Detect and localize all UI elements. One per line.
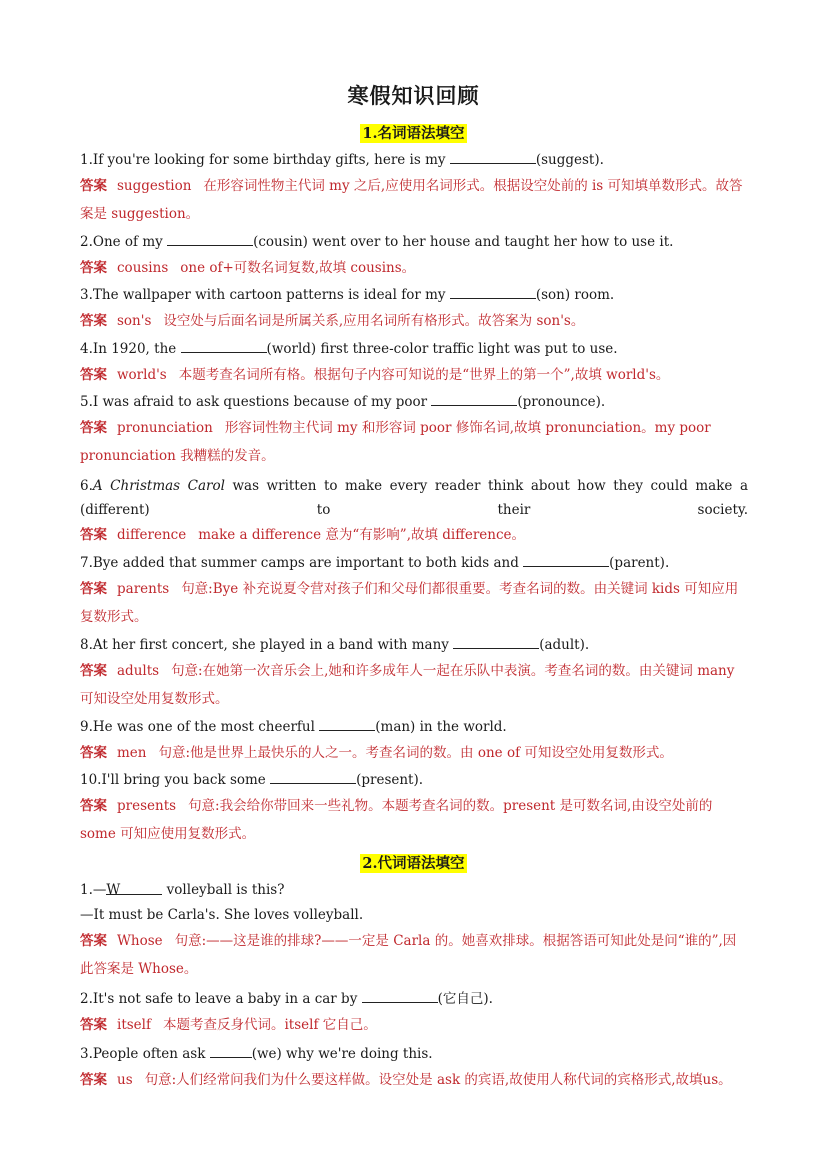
answer-explanation: 句意:我会给你带回来一些礼物。本题考查名词的数。present 是可数名词,由设空处前的 some 可知应使用复数形式。 <box>80 798 713 842</box>
answer-explanation: 句意:他是世界上最快乐的人之一。考查名词的数。由 one of 可知设空处用复数形式。 <box>158 745 673 761</box>
answer-label: 答案 <box>80 260 107 276</box>
answer-word: Whose <box>117 933 163 949</box>
answer-10 <box>80 792 748 848</box>
answer-label: 答案 <box>80 1017 107 1033</box>
page-title: 寒假知识回顾 <box>347 83 480 108</box>
answer-explanation: 本题考查名词所有格。根据句子内容可知说的是“世界上的第一个”,故填 world's。 <box>178 367 670 383</box>
answer-5 <box>80 414 748 470</box>
answer-word: men <box>117 745 147 761</box>
answer-label: 答案 <box>80 1072 107 1088</box>
answer-word: us <box>117 1072 133 1088</box>
answer-7 <box>80 575 748 631</box>
pronoun-answer-1 <box>80 927 748 983</box>
answer-label: 答案 <box>80 745 107 761</box>
answer-word: difference <box>117 527 187 543</box>
answer-word: parents <box>117 581 170 597</box>
question-6: 6.A Christmas Carol was written to make every reader think about how they could make a (different) to their society. <box>80 478 748 518</box>
answer-word: cousins <box>117 260 169 276</box>
answer-9 <box>80 739 748 767</box>
pronoun-question-1-reply: —It must be Carla's. She loves volleyball. <box>80 907 364 923</box>
question-4: 4.In 1920, the (world) first three-color traffic light was put to use. <box>80 341 618 357</box>
pronoun-question-3: 3.People often ask (we) why we're doing this. <box>80 1046 433 1062</box>
answer-label: 答案 <box>80 933 107 949</box>
answer-explanation: 句意:Bye 补充说夏令营对孩子们和父母们都很重要。考查名词的数。由关键词 kids 可知应用复数形式。 <box>80 581 739 625</box>
answer-label: 答案 <box>80 420 107 436</box>
answer-word: itself <box>117 1017 151 1033</box>
question-7: 7.Bye added that summer camps are important to both kids and (parent). <box>80 555 670 571</box>
question-1: 1.If you're looking for some birthday gifts, here is my (suggest). <box>80 152 604 168</box>
answer-label: 答案 <box>80 581 107 597</box>
answer-word: world's <box>117 367 167 383</box>
question-8: 8.At her first concert, she played in a band with many (adult). <box>80 637 590 653</box>
answer-explanation: make a difference 意为“有影响”,故填 difference。 <box>198 527 526 543</box>
answer-2 <box>80 254 748 282</box>
answer-word: son's <box>117 313 152 329</box>
answer-label: 答案 <box>80 367 107 383</box>
pronoun-question-1: 1.—W volleyball is this? <box>80 882 285 898</box>
answer-6 <box>80 521 748 549</box>
answer-8 <box>80 657 748 713</box>
answer-word: suggestion <box>117 178 192 194</box>
section-heading-nouns: 1.名词语法填空 <box>362 125 465 142</box>
answer-label: 答案 <box>80 798 107 814</box>
question-3: 3.The wallpaper with cartoon patterns is ideal for my (son) room. <box>80 287 615 303</box>
section-heading-pronouns: 2.代词语法填空 <box>362 855 465 872</box>
answer-explanation: one of+可数名词复数,故填 cousins。 <box>180 260 416 276</box>
answer-label: 答案 <box>80 178 107 194</box>
answer-word: presents <box>117 798 177 814</box>
answer-explanation: 句意:——这是谁的排球?——一定是 Carla 的。她喜欢排球。根据答语可知此处是问“谁的”,因此答案是 Whose。 <box>80 933 737 977</box>
answer-label: 答案 <box>80 313 107 329</box>
pronoun-question-2: 2.It's not safe to leave a baby in a car by (它自己). <box>80 991 493 1007</box>
answer-3 <box>80 307 748 335</box>
answer-explanation: 句意:人们经常问我们为什么要这样做。设空处是 ask 的宾语,故使用人称代词的宾格形式,故填us。 <box>144 1072 732 1088</box>
question-9: 9.He was one of the most cheerful (man) in the world. <box>80 719 507 735</box>
answer-label: 答案 <box>80 527 107 543</box>
answer-explanation: 本题考查反身代词。itself 它自己。 <box>162 1017 377 1033</box>
answer-explanation: 句意:在她第一次音乐会上,她和许多成年人一起在乐队中表演。考查名词的数。由关键词 many 可知设空处用复数形式。 <box>80 663 735 707</box>
answer-explanation: 形容词性物主代词 my 和形容词 poor 修饰名词,故填 pronunciation。my poor pronunciation 我糟糕的发音。 <box>80 420 711 464</box>
pronoun-answer-2 <box>80 1011 748 1039</box>
question-2: 2.One of my (cousin) went over to her house and taught her how to use it. <box>80 234 674 250</box>
answer-1 <box>80 172 748 228</box>
answer-word: adults <box>117 663 160 679</box>
answer-4 <box>80 361 748 389</box>
answer-label: 答案 <box>80 663 107 679</box>
answer-explanation: 设空处与后面名词是所属关系,应用名词所有格形式。故答案为 son's。 <box>163 313 585 329</box>
question-5: 5.I was afraid to ask questions because of my poor (pronounce). <box>80 394 606 410</box>
pronoun-answer-3 <box>80 1066 748 1094</box>
answer-explanation: 在形容词性物主代词 my 之后,应使用名词形式。根据设空处前的 is 可知填单数形式。故答案是 suggestion。 <box>80 178 743 222</box>
question-10: 10.I'll bring you back some (present). <box>80 772 424 788</box>
answer-word: pronunciation <box>117 420 213 436</box>
